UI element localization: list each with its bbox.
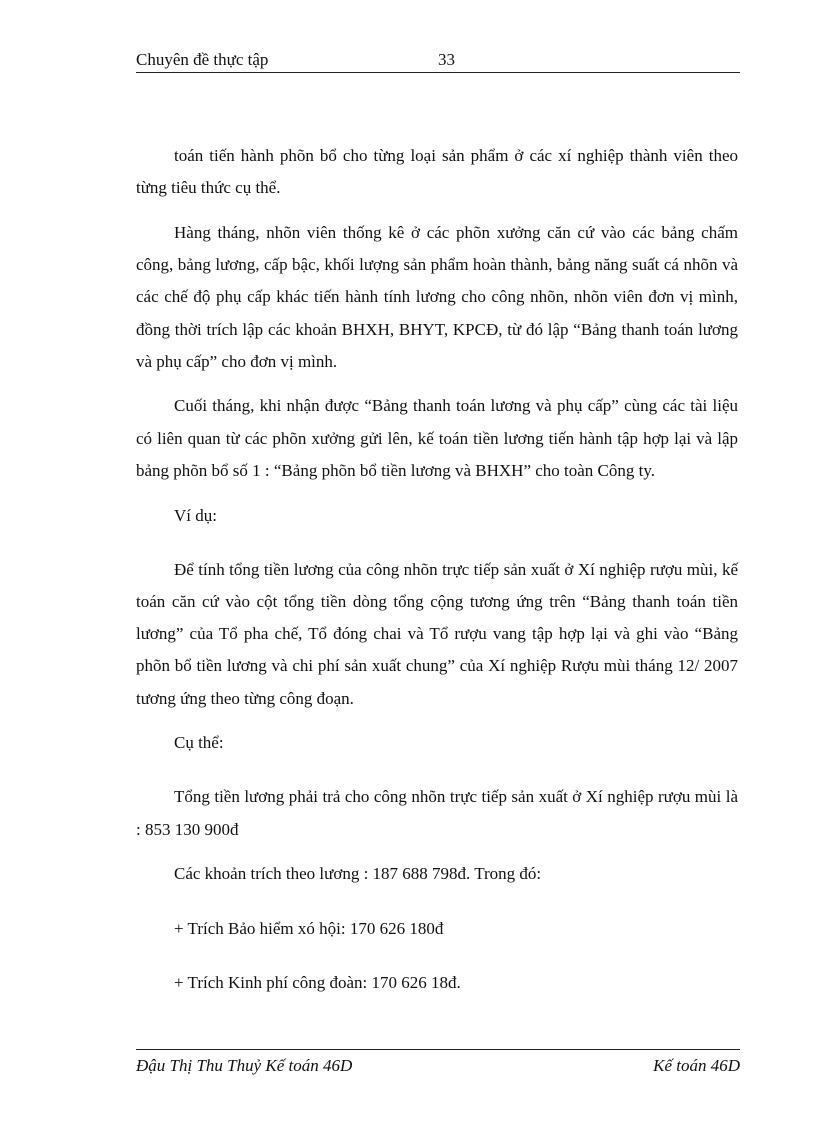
paragraph: Cụ thể:	[174, 733, 224, 753]
page-footer	[136, 1049, 740, 1075]
page-header	[136, 50, 740, 73]
paragraph: Các khoản trích theo lương : 187 688 798đ. Trong đó:	[174, 864, 542, 884]
paragraph: toán tiến hành phõn bổ cho từng loại sản phẩm ở các xí nghiệp thành viên theo từng tiêu thức cụ thể.	[136, 146, 738, 198]
footer-author: Đậu Thị Thu Thuỷ Kế toán 46D	[136, 1056, 353, 1075]
page-number: 33	[438, 50, 455, 69]
paragraph: Ví dụ:	[174, 505, 217, 525]
paragraph: Cuối tháng, khi nhận được “Bảng thanh toán lương và phụ cấp” cùng các tài liệu có liên quan từ các phõn xưởng gửi lên, kế toán tiền lương tiến hành tập hợp lại và lập bảng phõn bổ số 1 : “Bảng phõn bổ tiền lương và BHXH” cho toàn Công ty.	[136, 396, 738, 480]
paragraph: Hàng tháng, nhõn viên thống kê ở các phõn xưởng căn cứ vào các bảng chấm công, bảng lương, cấp bậc, khối lượng sản phẩm hoàn thành, bảng năng suất cá nhõn và các chế độ phụ cấp khác tiến hành tính lương cho công nhõn, nhõn viên đơn vị mình, đồng thời trích lập các khoản BHXH, BHYT, KPCĐ, từ đó lập “Bảng thanh toán lương và phụ cấp” cho đơn vị mình.	[136, 222, 738, 371]
paragraph: + Trích Bảo hiểm xó hội: 170 626 180đ	[174, 918, 444, 938]
document-title: Chuyên đề thực tập	[136, 50, 269, 69]
footer-class: Kế toán 46D	[653, 1056, 740, 1075]
document-body	[136, 140, 738, 1021]
paragraph: + Trích Kinh phí công đoàn: 170 626 18đ.	[174, 972, 461, 992]
paragraph: Tổng tiền lương phải trả cho công nhõn trực tiếp sản xuất ở Xí nghiệp rượu mùi là : 853 130 900đ	[136, 787, 738, 839]
paragraph: Để tính tổng tiền lương của công nhõn trực tiếp sản xuất ở Xí nghiệp rượu mùi, kế toán căn cứ vào cột tổng tiền dòng tổng cộng tương ứng trên “Bảng thanh toán tiền lương” của Tổ pha chế, Tổ đóng chai và Tổ rượu vang tập hợp lại và ghi vào “Bảng phõn bổ tiền lương và chi phí sản xuất chung” của Xí nghiệp Rượu mùi tháng 12/ 2007 tương ứng theo từng công đoạn.	[136, 559, 738, 708]
